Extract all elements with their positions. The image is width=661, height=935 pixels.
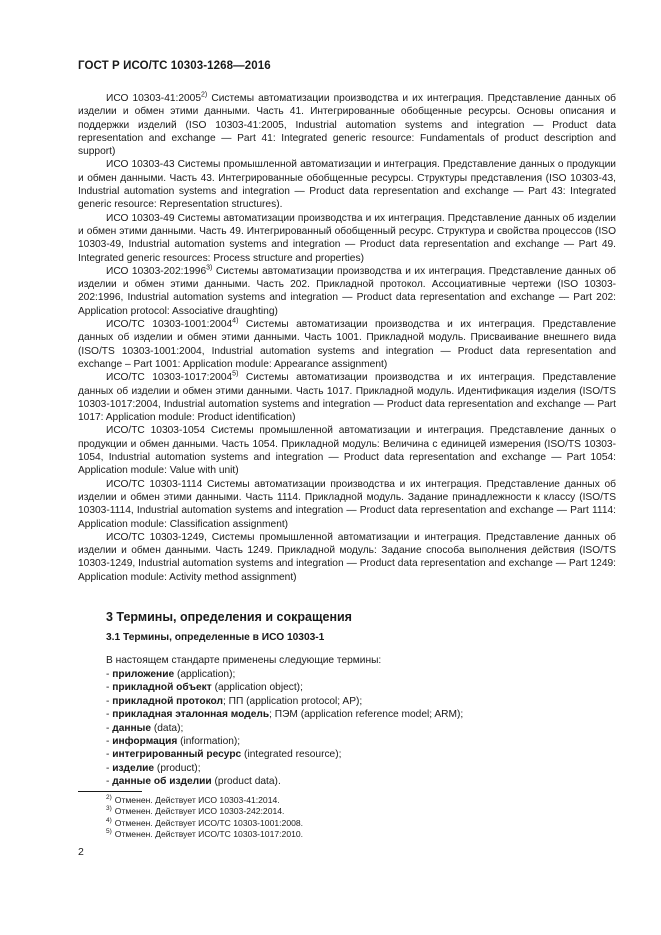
footnote-mark[interactable]: 5)	[232, 370, 239, 378]
term: приложение	[112, 669, 175, 680]
reference-item: ИСО/ТС 10303-1001:2004$^{4)}$ Системы автоматизации производства и их интеграция. Представление данных об изделии и обмен этими данными. Часть 1001. Прикладной модуль. Присваивание внешнего вида (ISO/TS 10303-1001:2004, Industrial automation systems and integration — Product data representation and exchange – Part 1001: Application module: Appearance assignment)	[78, 317, 616, 370]
list-item: - данные (data);	[106, 722, 184, 734]
page-number: 2	[78, 846, 84, 858]
list-item: - прикладная эталонная модель; ПЭМ (application reference model; ARM);	[106, 709, 464, 721]
list-item: - интегрированный ресурс (integrated resource);	[106, 749, 342, 761]
reference-item: ИСО/ТС 10303-1249, Системы промышленной автоматизации и интеграция. Представление данных об изделии и обмен данными. Часть 1249. Прикладной модуль: Задание способа выполнения действия (ISO/TS 10303-1249, Industrial automation systems and integration — Product data representation and exchange — Part 1249: Application module: Activity method assignment)	[78, 531, 616, 583]
term: данные об изделии	[112, 776, 212, 788]
footnote: $^{4)}$ Отменен. Действует ИСО/ТС 10303-1001:2008.	[106, 816, 304, 828]
reference-item: ИСО/ТС 10303-1054 Системы промышленной автоматизации и интеграция. Представление данных о продукции и обмен данными. Часть 1054. Прикладной модуль: Величина с единицей измерения (ISO/TS 10303-1054, Industrial automation systems and integration — Product data representation and exchange — Part 1054: Application module: Value with unit)	[78, 425, 616, 477]
list-item: - прикладной объект (application object);	[106, 682, 303, 694]
term: интегрированный ресурс	[112, 749, 242, 761]
reference-item: ИСО 10303-49 Системы автоматизации производства и их интеграция. Представление данных об изделии и обмен этими данными. Часть 49. Интегрированный обобщенный ресурс. Структура и свойства процессов (ISO 10303-49, Industrial automation systems and integration — Product data representation and exchange — Part 49. Integrated generic resources: Process structure and properties)	[78, 212, 616, 264]
list-item: - информация (information);	[106, 736, 241, 748]
reference-item: ИСО 10303-43 Системы промышленной автоматизации и интеграция. Представление данных о продукции и обмен данными. Часть 43. Интегрированные обобщенные ресурсы. Структуры представления (ISO 10303-43, Industrial automation systems and integration — Product data representation and exchange — Part 43: Integrated generic resource: Representation structures).	[78, 159, 616, 211]
term: прикладная эталонная модель	[112, 709, 270, 721]
reference-item: ИСО 10303-202:1996$^{3)}$ Системы автоматизации производства и их интеграция. Представление данных об изделии и обмен этими данными. Часть 202. Прикладной протокол. Ассоциативные чертежи (ISO 10303-202:1996, Industrial automation systems and integration — Product data representation and exchange — Part 202: Application protocol: Associative draughting)	[78, 264, 616, 317]
document-header: ГОСТ Р ИСО/ТС 10303-1268—2016	[78, 60, 271, 72]
term: данные	[112, 722, 152, 734]
section-heading: 3 Термины, определения и сокращения	[106, 610, 352, 624]
list-item: - приложение (application);	[106, 669, 236, 680]
term: изделие	[112, 762, 155, 774]
list-item: - прикладной протокол; ПП (application protocol; AP);	[106, 695, 363, 707]
reference-item: ИСО 10303-41:2005$^{2)}$ Системы автоматизации производства и их интеграция. Представление данных об изделии и обмен этими данными. Часть 41. Интегрированные обобщенные ресурсы. Основы описания и поддержки изделий (ISO 10303-41:2005, Industrial automation systems and integration — Product data representation and exchange — Part 41: Integrated generic resource: Fundamentals of product description and support)	[78, 91, 616, 158]
list-item: - данные об изделии (product data).	[106, 776, 281, 788]
terms-intro: В настоящем стандарте применены следующие термины:	[106, 655, 382, 666]
footnote-divider	[78, 791, 142, 792]
list-item: - изделие (product);	[106, 762, 201, 774]
terms-list	[106, 668, 463, 789]
footnote-mark[interactable]: 2)	[201, 91, 208, 99]
footnote: $^{5)}$ Отменен. Действует ИСО/ТС 10303-1017:2010.	[106, 828, 304, 839]
footnote-mark[interactable]: 3)	[206, 264, 213, 272]
footnote: $^{3)}$ Отменен. Действует ИСО 10303-242:2014.	[106, 805, 285, 817]
footnotes	[106, 795, 303, 840]
term: прикладной протокол	[112, 695, 223, 707]
term: прикладной объект	[112, 682, 212, 694]
term: информация	[112, 736, 178, 748]
reference-item: ИСО/ТС 10303-1017:2004$^{5)}$ Системы автоматизации производства и их интеграция. Представление данных об изделии и обмен этими данными. Часть 1017. Прикладной модуль. Идентификация изделия (ISO/TS 10303-1017:2004, Industrial automation systems and integration — Product data representation and exchange — Part 1017: Application module: Product identification)	[78, 370, 616, 424]
normative-references	[78, 92, 616, 584]
reference-item: ИСО/ТС 10303-1114 Системы автоматизации производства и их интеграция. Представление данных об изделии и обмен этими данными. Часть 1114. Прикладной модуль. Задание принадлежности к классу (ISO/TS 10303-1114, Industrial automation systems and integration — Product data representation and exchange — Part 1114: Application module: Classification assignment)	[78, 478, 616, 530]
subsection-heading: 3.1 Термины, определенные в ИСО 10303-1	[106, 632, 325, 643]
footnote: $^{2)}$ Отменен. Действует ИСО 10303-41:2014.	[106, 794, 280, 805]
footnote-mark[interactable]: 4)	[232, 317, 239, 325]
